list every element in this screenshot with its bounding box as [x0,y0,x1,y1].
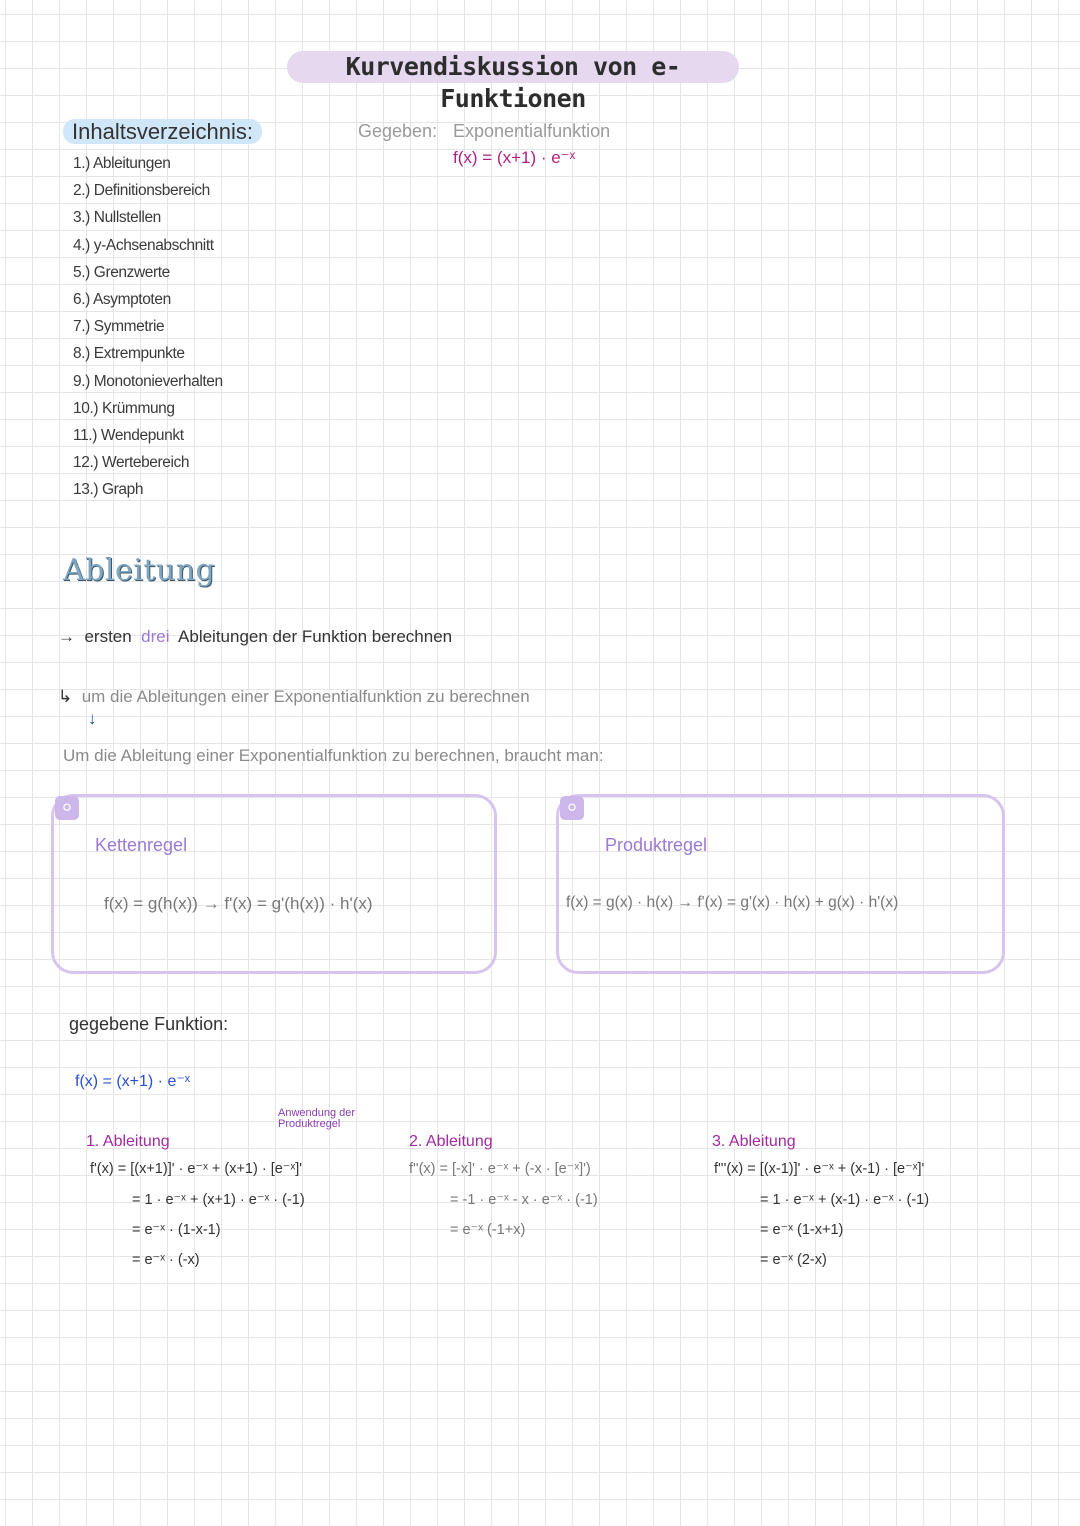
toc-item: 7.) Symmetrie [73,318,165,336]
intro-line-3: Um die Ableitung einer Exponentialfunktion zu berechnen, braucht man: [63,746,604,765]
derivative-1-line: f'(x) = [(x+1)]' · e⁻ˣ + (x+1) · [e⁻ˣ]' [90,1161,303,1177]
derivative-1-line: = e⁻ˣ · (-x) [132,1252,200,1268]
derivative-3-line: = e⁻ˣ (2-x) [760,1252,827,1268]
toc-item: 4.) y-Achsenabschnitt [73,236,214,254]
toc-item: 13.) Graph [73,481,144,499]
derivative-1-line: = e⁻ˣ · (1-x-1) [132,1222,221,1238]
toc-heading: Inhaltsverzeichnis: [63,119,262,144]
given-function-label: gegebene Funktion: [69,1014,229,1034]
given-label: Gegeben: [358,121,438,141]
toc-item: 12.) Wertebereich [73,454,190,472]
chain-rule-title: Kettenregel [95,835,188,855]
toc-item: 6.) Asymptoten [73,290,171,308]
toc-list [73,152,223,505]
arrow-right-icon: → [58,627,75,646]
derivative-3-line: f'''(x) = [(x-1)]' · e⁻ˣ + (x-1) · [e⁻ˣ]' [714,1161,925,1177]
derivative-2-heading: 2. Ableitung [409,1133,493,1150]
product-rule-box [556,794,1005,974]
intro-highlight: drei [141,627,170,646]
toc-item: 9.) Monotonieverhalten [73,372,223,390]
chain-rule-formula: f(x) = g(h(x)) → f'(x) = g'(h(x)) · h'(x) [104,894,373,913]
toc-item: 8.) Extrempunkte [73,345,185,363]
arrow-turn-icon: ↳ [58,687,73,706]
given-formula: f(x) = (x+1) · e⁻ˣ [453,148,576,167]
derivative-3-line: = 1 · e⁻ˣ + (x-1) · e⁻ˣ · (-1) [760,1192,930,1208]
derivative-1-heading: 1. Ableitung [86,1133,170,1150]
intro-text: um die Ableitungen einer Exponentialfunktion zu berechnen [81,687,530,706]
derivative-3-heading: 3. Ableitung [712,1133,796,1150]
toc-item: 1.) Ableitungen [73,155,171,172]
intro-text: Ableitungen der Funktion berechnen [178,627,453,646]
product-rule-note: Anwendung der Produktregel [278,1107,356,1130]
section-heading: Ableitung [63,553,216,588]
product-rule-title: Produktregel [605,835,708,855]
derivative-2-line: f''(x) = [-x]' · e⁻ˣ + (-x · [e⁻ˣ]') [409,1161,591,1177]
lightbulb-icon: ⚪ [560,796,584,820]
lightbulb-icon: ⚪ [55,796,79,820]
given-type: Exponentialfunktion [453,121,611,141]
given-function-formula: f(x) = (x+1) · e⁻ˣ [75,1073,191,1090]
derivative-2-line: = e⁻ˣ (-1+x) [450,1222,526,1238]
product-rule-formula: f(x) = g(x) · h(x) → f'(x) = g'(x) · h(x) + g(x) · h'(x) [566,894,899,911]
intro-line-1 [58,627,452,647]
intro-word: ersten [84,627,132,646]
derivative-2-line: = -1 · e⁻ˣ - x · e⁻ˣ · (-1) [450,1192,598,1208]
toc-item: 2.) Definitionsbereich [73,182,210,200]
arrow-down-icon: ↓ [88,709,97,728]
chain-rule-box [51,794,497,974]
derivative-1-line: = 1 · e⁻ˣ + (x+1) · e⁻ˣ · (-1) [132,1192,305,1208]
toc-item: 5.) Grenzwerte [73,263,170,281]
derivative-3-line: = e⁻ˣ (1-x+1) [760,1222,844,1238]
toc-item: 11.) Wendepunkt [73,426,184,444]
toc-item: 10.) Krümmung [73,399,175,417]
page-title: Kurvendiskussion von e-Funktionen [287,51,739,83]
intro-line-2 [58,687,530,707]
toc-item: 3.) Nullstellen [73,209,161,227]
